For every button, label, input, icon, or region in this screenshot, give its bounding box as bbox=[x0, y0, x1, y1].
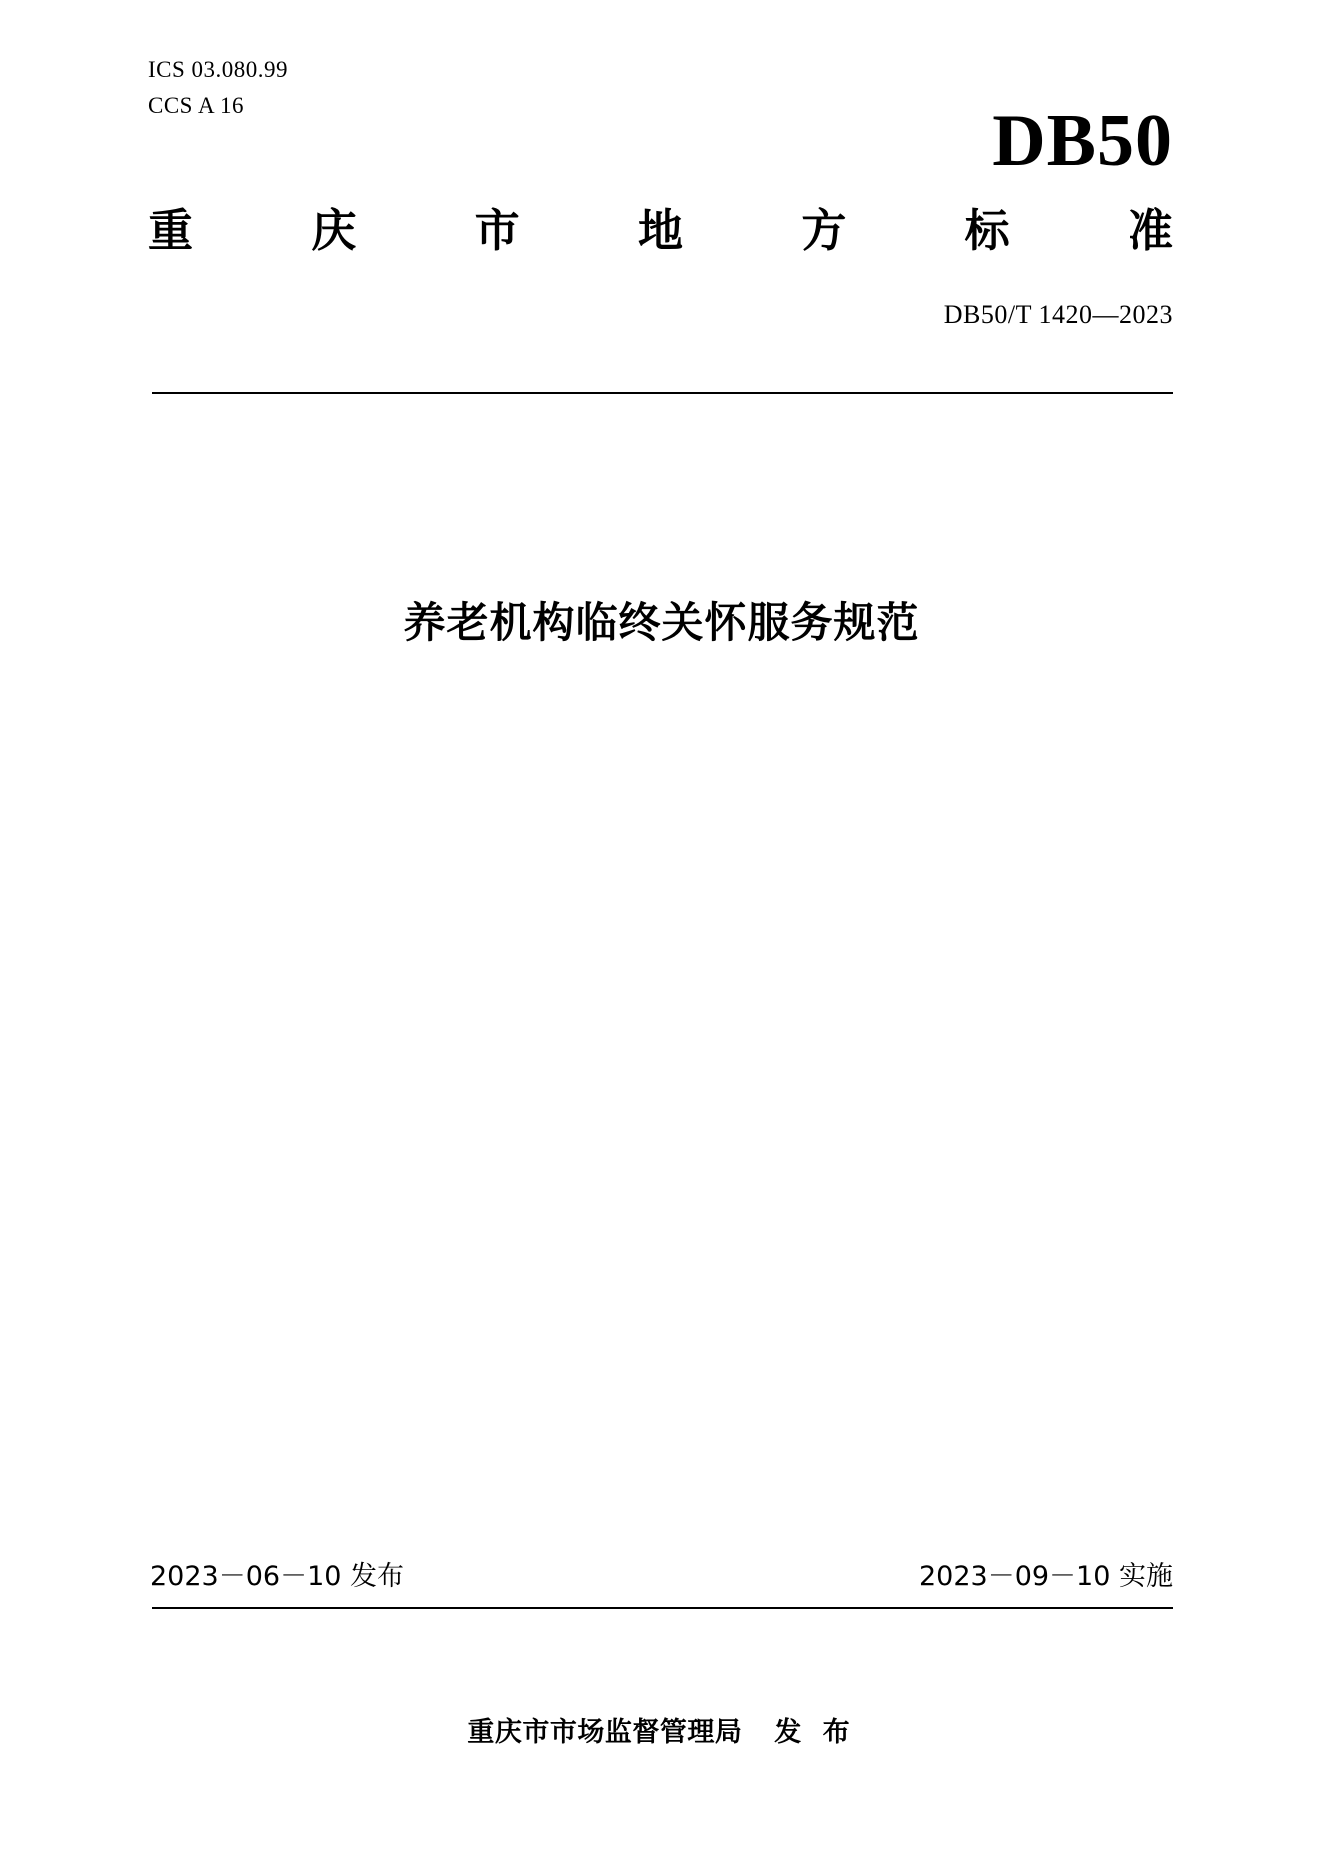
standard-title-char: 地 bbox=[637, 204, 683, 257]
publisher-suffix: 发 布 bbox=[774, 1717, 856, 1748]
standard-title-char: 方 bbox=[801, 204, 847, 257]
standard-title-char: 庆 bbox=[311, 204, 357, 257]
publisher-line bbox=[150, 1710, 1173, 1749]
standard-title-char: 重 bbox=[148, 204, 194, 257]
standard-title-char: 标 bbox=[964, 204, 1010, 257]
standard-title-char: 准 bbox=[1127, 204, 1173, 257]
header-divider bbox=[152, 392, 1173, 394]
standard-title-char: 市 bbox=[474, 204, 520, 257]
page-title: 养老机构临终关怀服务规范 bbox=[403, 598, 920, 647]
effective-date: 2023－09－10 实施 bbox=[918, 1561, 1173, 1592]
publisher-name: 重庆市市场监督管理局 bbox=[467, 1717, 743, 1748]
ccs-code: CCS A 16 bbox=[148, 92, 245, 118]
standard-logo: DB50 bbox=[992, 100, 1173, 182]
ics-code: ICS 03.080.99 bbox=[148, 57, 289, 82]
standard-number: DB50/T 1420—2023 bbox=[943, 300, 1173, 329]
footer-divider bbox=[152, 1607, 1173, 1609]
standard-type-title bbox=[148, 204, 1173, 257]
issue-date: 2023－06－10 发布 bbox=[150, 1561, 405, 1592]
classification-block bbox=[148, 52, 288, 123]
date-row bbox=[150, 1554, 1173, 1593]
